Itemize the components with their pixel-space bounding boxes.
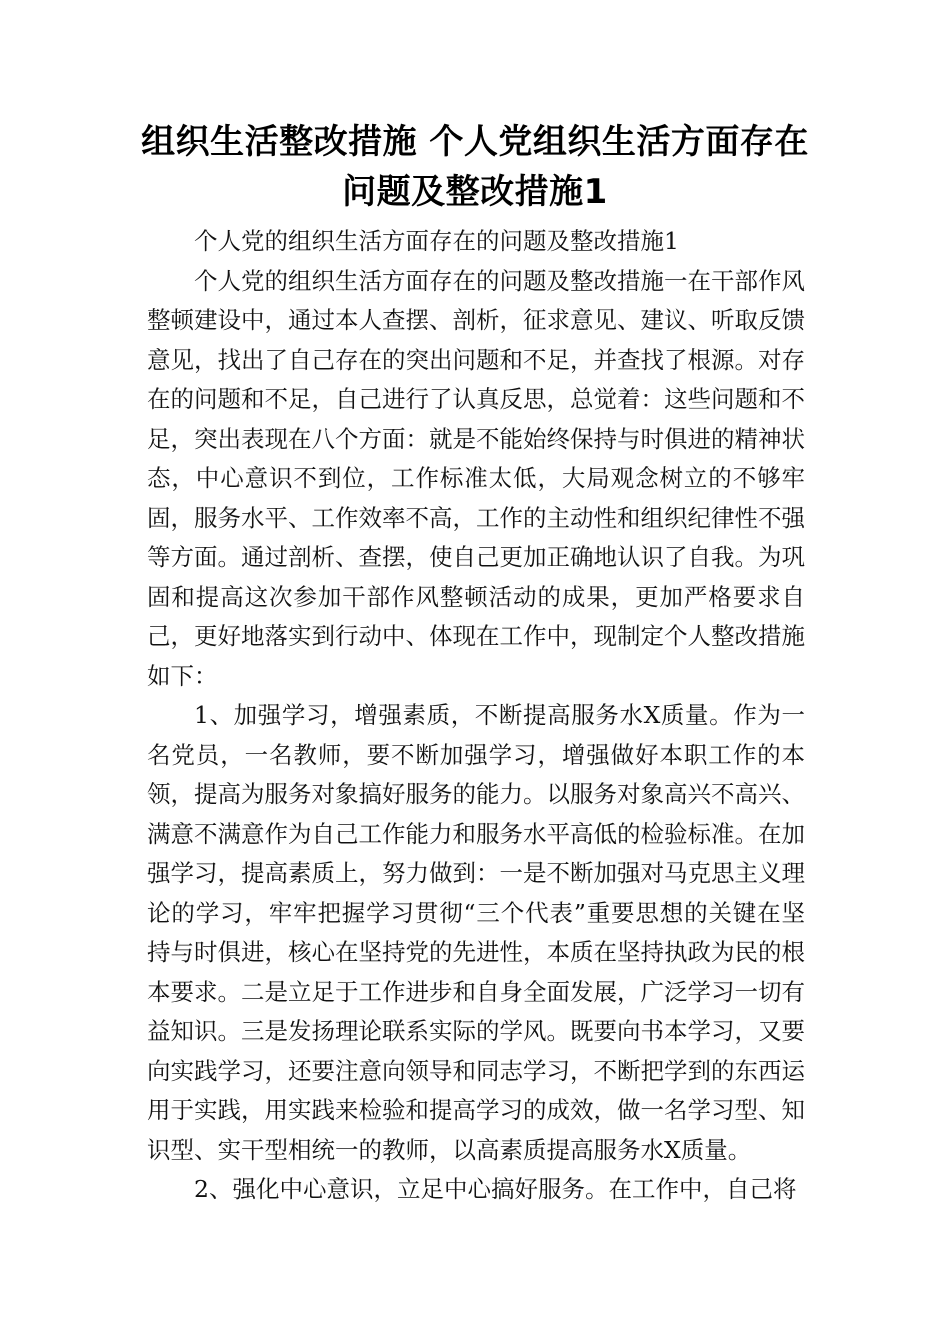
paragraph-subtitle: 个人党的组织生活方面存在的问题及整改措施1 <box>194 227 679 255</box>
document-body <box>147 222 805 1210</box>
paragraph-intro: 个人党的组织生活方面存在的问题及整改措施一在干部作风整顿建设中，通过本人查摆、剖析，征求意见、建议、听取反馈意见，找出了自己存在的突出问题和不足，并查找了根源。对存在的问题和不足，自己进行了认真反思，总觉着：这些问题和不足，突出表现在八个方面：就是不能始终保持与时俱进的精神状态，中心意识不到位，工作标准太低，大局观念树立的不够牢固，服务水平、工作效率不高，工作的主动性和组织纪律性不强等方面。通过剖析、查摆，使自己更加正确地认识了自我。为巩固和提高这次参加干部作风整顿活动的成果，更加严格要求自己，更好地落实到行动中、体现在工作中，现制定个人整改措施如下： <box>147 266 805 690</box>
document-title: 组织生活整改措施 个人党组织生活方面存在问题及整改措施1 <box>141 122 809 212</box>
paragraph-measure-1: 1、加强学习，增强素质，不断提高服务水X质量。作为一名党员，一名教师，要不断加强学习，增强做好本职工作的本领，提高为服务对象搞好服务的能力。以服务对象高兴不高兴、满意不满意作为自己工作能力和服务水平高低的检验标准。在加强学习，提高素质上，努力做到：一是不断加强对马克思主义理论的学习，牢牢把握学习贯彻“三个代表”重要思想的关键在坚持与时俱进，核心在坚持党的先进性，本质在坚持执政为民的根本要求。二是立足于工作进步和自身全面发展，广泛学习一切有益知识。三是发扬理论联系实际的学风。既要向书本学习，又要向实践学习，还要注意向领导和同志学习，不断把学到的东西运用于实践，用实践来检验和提高学习的成效，做一名学习型、知识型、实干型相统一的教师，以高素质提高服务水X质量。 <box>147 701 805 1164</box>
paragraph-measure-2: 2、强化中心意识，立足中心搞好服务。在工作中，自己将 <box>194 1175 797 1203</box>
